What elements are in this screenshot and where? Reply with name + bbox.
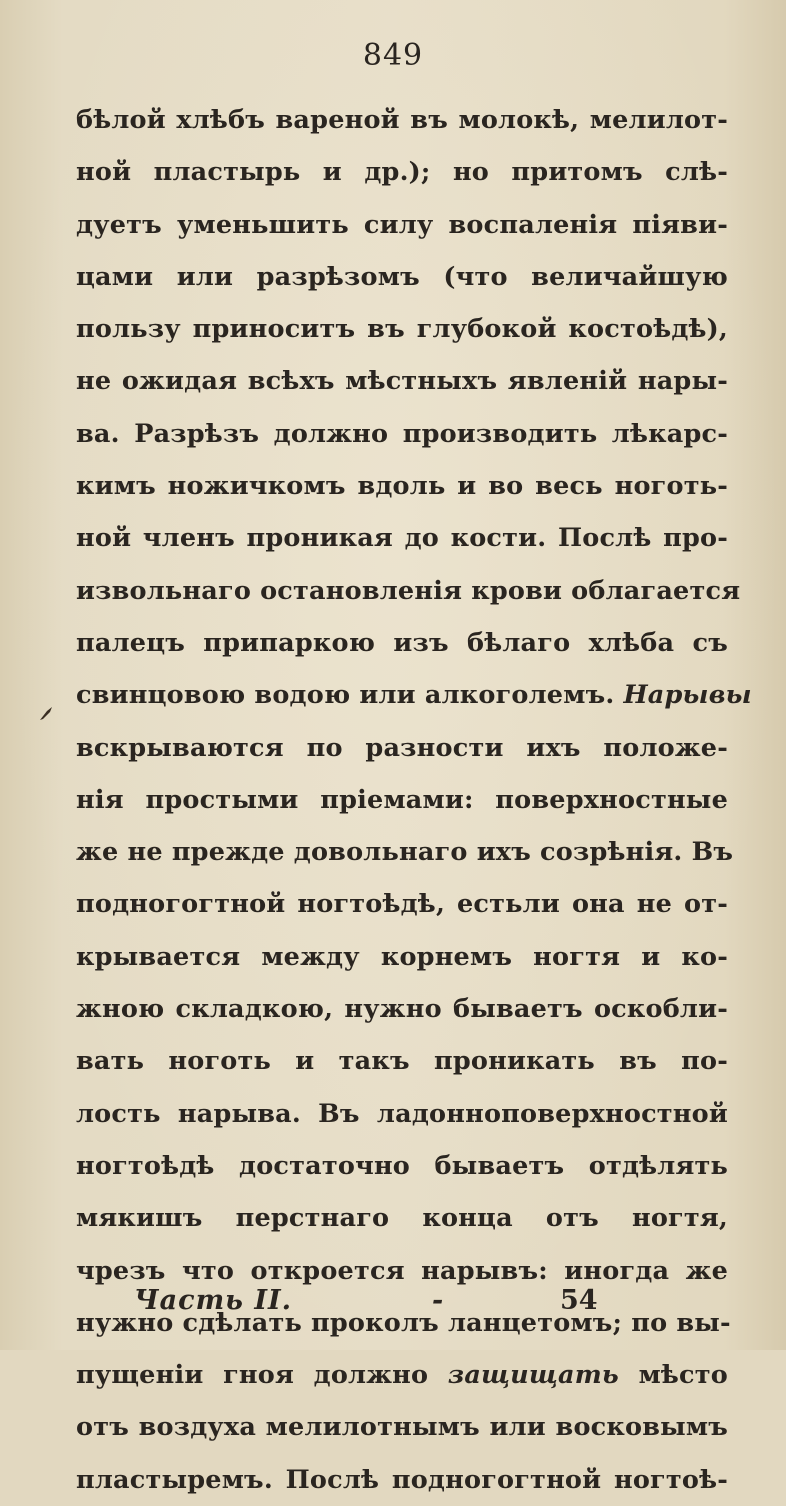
text-line [76, 1454, 728, 1506]
line-text: не ожидая всѣхъ мѣстныхъ явленій нары- [76, 366, 728, 397]
line-text: кимъ ножичкомъ вдоль и во весь ноготь- [76, 471, 728, 502]
line-text: вать ноготь и такъ проникать въ по- [76, 1046, 728, 1077]
text-line [76, 460, 728, 512]
line-text: вскрываются по разности ихъ положе- [76, 732, 728, 763]
line-text: бѣлой хлѣбъ вареной въ молокѣ, мелилот- [76, 105, 728, 135]
text-line [76, 931, 728, 983]
line-text: крывается между корнемъ ногтя и ко- [76, 941, 728, 972]
text-line [76, 1140, 728, 1192]
line-text: чрезъ что откроется нарывъ: иногда же [76, 1255, 728, 1286]
text-line [76, 1349, 728, 1401]
line-text: цами или разрѣзомъ (что величайшую [76, 261, 728, 292]
line-text: палецъ припаркою изъ бѣлаго хлѣба съ [76, 627, 728, 658]
signature-mark: Часть II. [134, 1285, 293, 1316]
text-line [76, 1192, 728, 1244]
page-footer [0, 1285, 786, 1329]
text-line [76, 251, 728, 303]
line-text: нужно сдѣлать проколъ ланцетомъ; по вы- [76, 1307, 731, 1338]
line-text: же не прежде довольнаго ихъ созрѣнія. Въ [76, 837, 734, 868]
line-text: ной членъ проникая до кости. Послѣ про- [76, 523, 728, 554]
text-line [76, 983, 728, 1035]
text-line [76, 1401, 728, 1453]
line-text: пластыремъ. Послѣ подногогтной ногтоѣ- [76, 1464, 728, 1495]
text-line [76, 94, 728, 146]
footer-dash: - [432, 1285, 444, 1316]
text-line [76, 1088, 728, 1140]
text-line [76, 774, 728, 826]
ink-mark-icon [38, 704, 56, 722]
text-line [76, 355, 728, 407]
line-text: отъ воздуха мелилотнымъ или восковымъ [76, 1412, 728, 1443]
page-number: 849 [362, 38, 424, 73]
line-text: ной пластырь и др.); но притомъ слѣ- [76, 157, 728, 188]
line-text: нія простыми пріемами: поверхностные [76, 784, 728, 815]
line-text: мякишъ перстнаго конца отъ ногтя, [76, 1203, 728, 1234]
text-line [76, 617, 728, 669]
text-line [76, 199, 728, 251]
line-text: ва. Разрѣзъ должно производить лѣкарс- [76, 418, 728, 449]
text-line [76, 722, 728, 774]
text-line [76, 303, 728, 355]
sheet-number: 54 [560, 1285, 598, 1316]
line-text: ногтоѣдѣ достаточно бываетъ отдѣлять [76, 1150, 728, 1181]
text-line [76, 878, 728, 930]
line-text: жною складкою, нужно бываетъ оскобли- [76, 994, 728, 1025]
line-text: дуетъ уменьшить силу воспаленія піяви- [76, 209, 728, 240]
line-text: извольнаго остановленія крови облагается [76, 575, 741, 606]
text-line [76, 512, 728, 564]
italic-term: защищать [447, 1360, 619, 1391]
line-text-pre: свинцовою водою или алкоголемъ. [76, 680, 624, 711]
line-text-pre: пущеніи гноя должно [76, 1360, 448, 1391]
text-line [76, 146, 728, 198]
text-line [76, 826, 734, 878]
text-line [76, 408, 728, 460]
line-text: лость нарыва. Въ ладонноповерхностной [76, 1098, 728, 1129]
text-line [76, 1035, 728, 1087]
line-text-post: мѣсто [618, 1360, 728, 1391]
line-text: подногогтной ногтоѣдѣ, естьли она не от- [76, 889, 728, 920]
italic-term: Нарывы [623, 680, 752, 711]
text-line [76, 565, 741, 617]
text-line [76, 669, 752, 721]
line-text: пользу приноситъ въ глубокой костоѣдѣ), [76, 314, 728, 345]
